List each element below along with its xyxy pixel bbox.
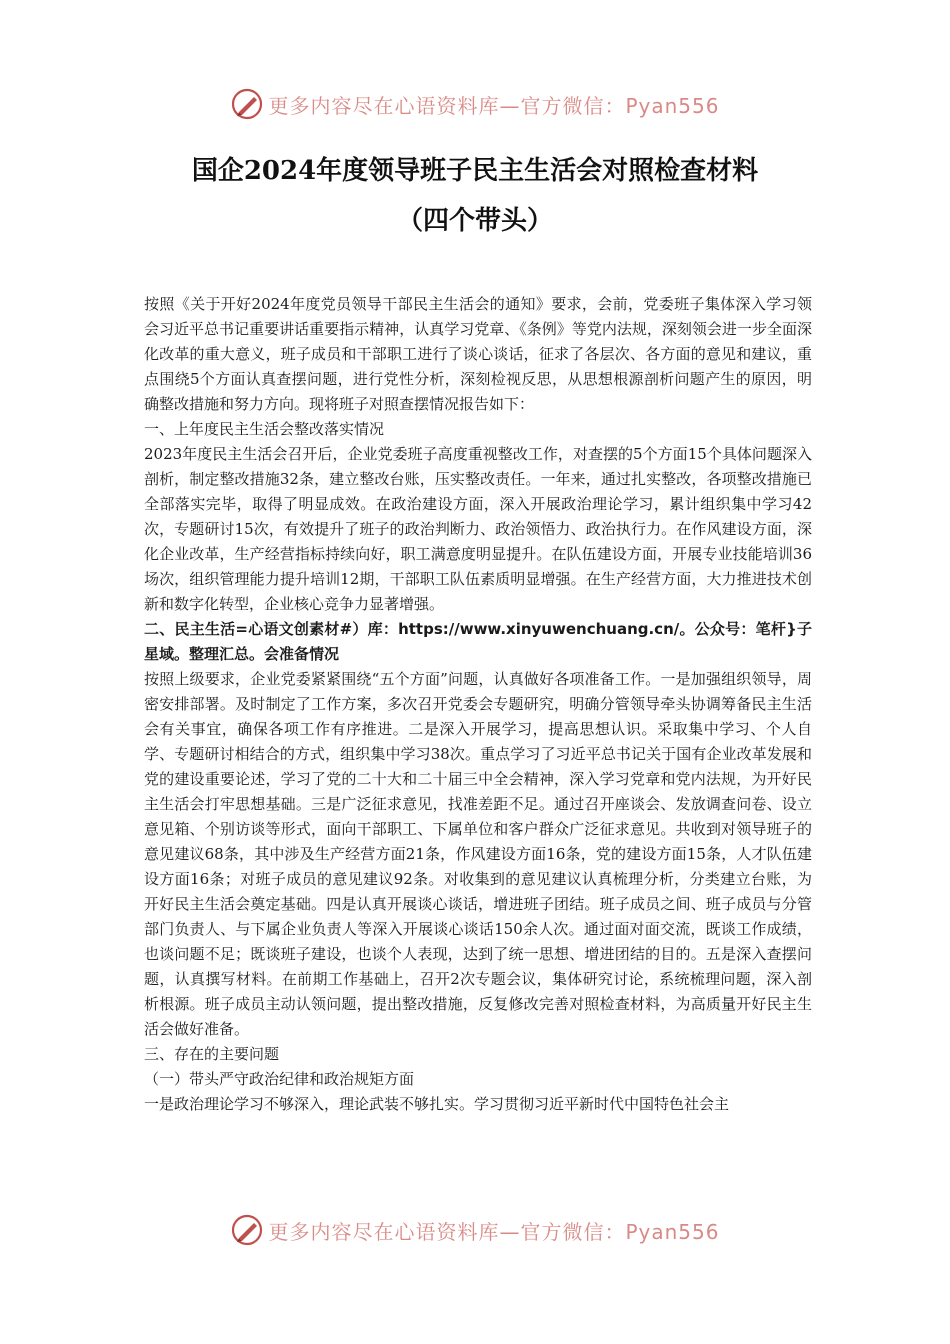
subsection-1-paragraph: 一是政治理论学习不够深入，理论武装不够扎实。学习贯彻习近平新时代中国特色社会主 [144, 1095, 730, 1113]
subsection-heading-1: （一）带头严守政治纪律和政治规矩方面 [144, 1070, 415, 1088]
pen-circle-logo-icon [230, 87, 264, 121]
banner-text: 更多内容尽在心语资料库—官方微信：Pyan556 [268, 93, 720, 118]
section-2-paragraph: 按照上级要求，企业党委紧紧围绕“五个方面”问题，认真做好各项准备工作。一是加强组织领导，周密安排部署。及时制定了工作方案，多次召开党委会专题研究，明确分管领导牵头协调筹备民主生活会有关事宜，确保各项工作有序推进。二是深入开展学习，提高思想认识。采取集中学习、个人自学、专题研讨相结合的方式，组织集中学习38次。重点学习了习近平总书记关于国有企业改革发展和党的建设重要论述，学习了党的二十大和二十届三中全会精神，深入学习党章和党内法规，为开好民主生活会打牢思想基础。三是广泛征求意见，找准差距不足。通过召开座谈会、发放调查问卷、设立意见箱、个别访谈等形式，面向干部职工、下属单位和客户群众广泛征求意见。共收到对领导班子的意见建议68条，其中涉及生产经营方面21条，作风建设方面16条，党的建设方面15条，人才队伍建设方面16条；对班子成员的意见建议92条。对收集到的意见建议认真梳理分析，分类建立台账，为开好民主生活会奠定基础。四是认真开展谈心谈话，增进班子团结。班子成员之间、班子成员与分管部门负责人、与下属企业负责人等深入开展谈心谈话150余人次。通过面对面交流，既谈工作成绩，也谈问题不足；既谈班子建设，也谈个人表现，达到了统一思想、增进团结的目的。五是深入查摆问题，认真撰写材料。在前期工作基础上，召开2次专题会议，集体研究讨论，系统梳理问题，深入剖析根源。班子成员主动认领问题，提出整改措施，反复修改完善对照检查材料，为高质量开好民主生活会做好准备。 [144, 670, 812, 1038]
pen-circle-logo-icon [230, 1213, 264, 1247]
section-heading-1: 一、上年度民主生活会整改落实情况 [144, 420, 385, 438]
document-title: 国企2024年度领导班子民主生活会对照检查材料 [191, 156, 759, 186]
document-body [144, 292, 812, 1117]
section-heading-2: 二、民主生活=心语文创素材#）库：https://www.xinyuwenchuang.cn/。公众号：笔杆}子星域。整理汇总。会准备情况 [144, 620, 812, 663]
intro-paragraph: 按照《关于开好2024年度党员领导干部民主生活会的通知》要求，会前，党委班子集体深入学习领会习近平总书记重要讲话重要指示精神，认真学习党章、《条例》等党内法规，深刻领会进一步全面深化改革的重大意义，班子成员和干部职工进行了谈心谈话，征求了各层次、各方面的意见和建议，重点围绕5个方面认真查摆问题，进行党性分析，深刻检视反思，从思想根源剖析问题产生的原因，明确整改措施和努力方向。现将班子对照查摆情况报告如下： [144, 295, 812, 413]
section-heading-3: 三、存在的主要问题 [144, 1045, 280, 1063]
header-watermark-banner [0, 82, 950, 126]
banner-text: 更多内容尽在心语资料库—官方微信：Pyan556 [268, 1219, 720, 1244]
footer-watermark-banner [0, 1208, 950, 1252]
document-subtitle: （四个带头） [396, 206, 553, 236]
section-1-paragraph: 2023年度民主生活会召开后，企业党委班子高度重视整改工作，对查摆的5个方面15个具体问题深入剖析，制定整改措施32条，建立整改台账，压实整改责任。一年来，通过扎实整改，各项整改措施已全部落实完毕，取得了明显成效。在政治建设方面，深入开展政治理论学习，累计组织集中学习42次，专题研讨15次，有效提升了班子的政治判断力、政治领悟力、政治执行力。在作风建设方面，深化企业改革，生产经营指标持续向好，职工满意度明显提升。在队伍建设方面，开展专业技能培训36场次，组织管理能力提升培训12期，干部职工队伍素质明显增强。在生产经营方面，大力推进技术创新和数字化转型，企业核心竞争力显著增强。 [144, 445, 812, 613]
